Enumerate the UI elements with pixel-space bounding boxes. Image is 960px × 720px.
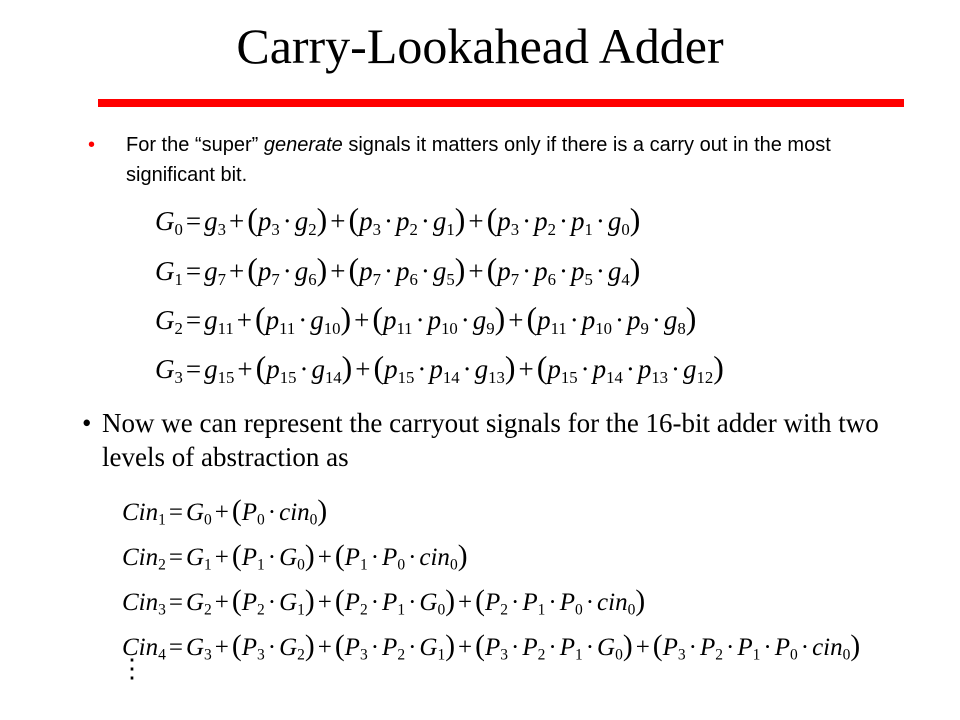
bullet-dot-icon: • xyxy=(82,408,92,438)
slide-title: Carry-Lookahead Adder xyxy=(236,18,724,74)
bullet-carryout-text: Now we can represent the carryout signals for the 16-bit adder with two levels of abstraction as xyxy=(102,408,879,472)
bullet1-text-pre: For the “super” xyxy=(126,134,264,156)
equation-cin4: $Cin_4 = G_3 + (P_3 \cdot G_2) + (P_3 \cdot P_2 \cdot G_1) + (P_3 \cdot P_2 \cdot P_1 \cdot G_0) + (P_3 \cdot P_2 \cdot P_1 \cdot P_0 \cdot cin_0)$ xyxy=(122,630,861,664)
equation-g3: $G_3 = g_{15} +(p_{15} \cdot g_{14}) +(p_{15} \cdot p_{14} \cdot g_{13}) +(p_{15} \cdot p_{14} \cdot p_{13} \cdot g_{12})$ xyxy=(155,350,724,388)
bullet-dot-icon: • xyxy=(88,134,96,156)
equation-g0: $G_0 = g_3 +(p_3 \cdot g_2) +(p_3 \cdot p_2 \cdot g_1) +(p_3 \cdot p_2 \cdot p_1 \cdot g_0)$ xyxy=(155,202,641,240)
continuation-vdots: ⋮ xyxy=(119,654,145,684)
bullet1-text-post: signals it matters only if there is a carry out in the most significant bit. xyxy=(126,134,831,186)
bullet-super-generate xyxy=(88,130,848,190)
equation-cin3: $Cin_3 = G_2 + (P_2 \cdot G_1) + (P_2 \cdot P_1 \cdot G_0) + (P_2 \cdot P_1 \cdot P_0 \cdot cin_0)$ xyxy=(122,585,646,619)
bullet1-text-italic: generate xyxy=(263,134,343,156)
equation-cin1: $Cin_1 = G_0 + (P_0 \cdot cin_0)$ xyxy=(122,495,328,529)
title-underline-rule xyxy=(98,99,904,107)
equation-g1: $G_1 = g_7 +(p_7 \cdot g_6) +(p_7 \cdot p_6 \cdot g_5) +(p_7 \cdot p_6 \cdot p_5 \cdot g_4)$ xyxy=(155,252,641,290)
bullet-carryout xyxy=(82,406,942,474)
equation-cin2: $Cin_2 = G_1 + (P_1 \cdot G_0) + (P_1 \cdot P_0 \cdot cin_0)$ xyxy=(122,540,468,574)
bullet-super-generate-text xyxy=(126,130,848,190)
equation-g2: $G_2 = g_{11} +(p_{11} \cdot g_{10}) +(p_{11} \cdot p_{10} \cdot g_9) +(p_{11} \cdot p_{10} \cdot p_9 \cdot g_8)$ xyxy=(155,301,697,339)
